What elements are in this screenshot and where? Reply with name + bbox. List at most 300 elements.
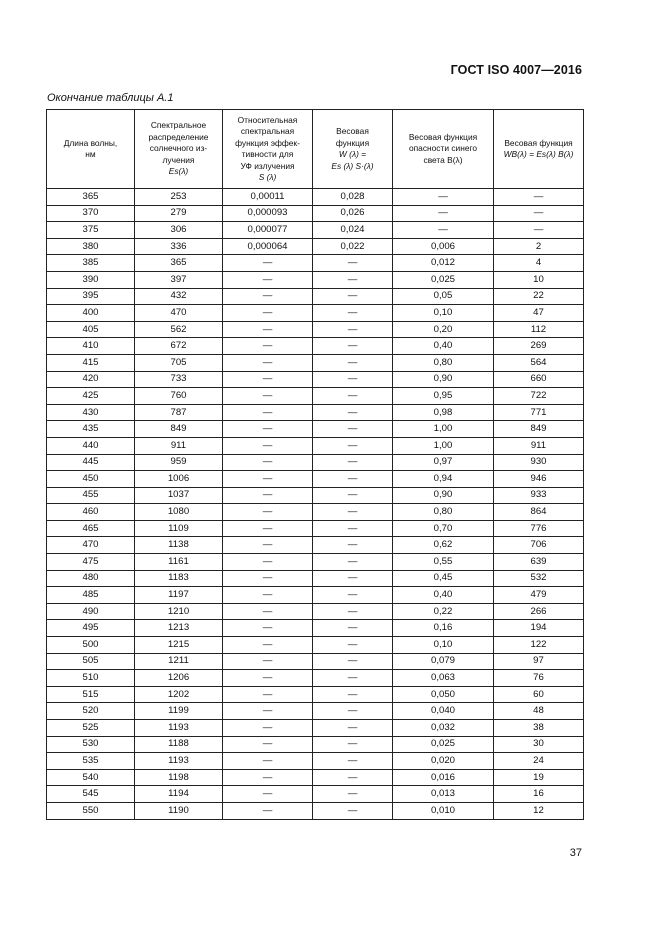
- table-header-row: [47, 110, 584, 189]
- table-cell: 495: [47, 620, 135, 637]
- table-cell: 1109: [135, 520, 223, 537]
- table-cell: —: [313, 769, 393, 786]
- table-row: [47, 802, 584, 819]
- table-cell: 1,00: [393, 421, 494, 438]
- table-cell: —: [223, 421, 313, 438]
- header-uv-efficiency: [223, 110, 313, 189]
- table-cell: 2: [494, 238, 584, 255]
- table-row: [47, 670, 584, 687]
- table-cell: —: [313, 786, 393, 803]
- table-cell: 0,80: [393, 504, 494, 521]
- table-cell: 0,10: [393, 305, 494, 322]
- table-row: [47, 653, 584, 670]
- table-cell: —: [223, 802, 313, 819]
- table-cell: 0,55: [393, 554, 494, 571]
- table-cell: 0,90: [393, 487, 494, 504]
- table-cell: 946: [494, 471, 584, 488]
- table-cell: 485: [47, 587, 135, 604]
- table-cell: 1215: [135, 637, 223, 654]
- table-cell: 1,00: [393, 437, 494, 454]
- table-cell: 510: [47, 670, 135, 687]
- header-line: УФ излучения: [240, 160, 295, 171]
- table-cell: 550: [47, 802, 135, 819]
- table-row: [47, 603, 584, 620]
- table-cell: 0,95: [393, 388, 494, 405]
- table-cell: 0,05: [393, 288, 494, 305]
- table-cell: 0,94: [393, 471, 494, 488]
- table-row: [47, 471, 584, 488]
- header-line: опасности синего: [408, 143, 478, 154]
- table-cell: —: [223, 388, 313, 405]
- header-line: функция: [335, 137, 370, 148]
- table-cell: 562: [135, 321, 223, 338]
- table-cell: 279: [135, 205, 223, 222]
- table-cell: 933: [494, 487, 584, 504]
- table-cell: 911: [135, 437, 223, 454]
- table-cell: —: [223, 338, 313, 355]
- table-cell: —: [393, 205, 494, 222]
- table-cell: 1202: [135, 686, 223, 703]
- table-cell: 0,62: [393, 537, 494, 554]
- table-cell: 450: [47, 471, 135, 488]
- table-cell: 0,40: [393, 587, 494, 604]
- table-cell: —: [313, 620, 393, 637]
- table-cell: 733: [135, 371, 223, 388]
- table-cell: 479: [494, 587, 584, 604]
- table-cell: 515: [47, 686, 135, 703]
- table-cell: 4: [494, 255, 584, 272]
- table-cell: —: [313, 670, 393, 687]
- table-cell: 1188: [135, 736, 223, 753]
- table-cell: 1193: [135, 753, 223, 770]
- table-cell: 47: [494, 305, 584, 322]
- table-cell: 0,028: [313, 189, 393, 206]
- table-cell: 370: [47, 205, 135, 222]
- table-cell: 1006: [135, 471, 223, 488]
- table-cell: 0,80: [393, 354, 494, 371]
- table-cell: 48: [494, 703, 584, 720]
- table-cell: 0,022: [313, 238, 393, 255]
- table-cell: —: [223, 587, 313, 604]
- table-cell: 0,079: [393, 653, 494, 670]
- header-line: Весовая: [336, 126, 369, 136]
- table-cell: —: [223, 554, 313, 571]
- table-cell: —: [223, 769, 313, 786]
- table-cell: 405: [47, 321, 135, 338]
- table-cell: —: [313, 454, 393, 471]
- header-line: лучения: [162, 154, 195, 165]
- table-row: [47, 520, 584, 537]
- table-cell: —: [223, 736, 313, 753]
- table-cell: 0,70: [393, 520, 494, 537]
- table-cell: 22: [494, 288, 584, 305]
- table-cell: 60: [494, 686, 584, 703]
- table-cell: 500: [47, 637, 135, 654]
- table-cell: 365: [47, 189, 135, 206]
- header-line: света B(λ): [423, 154, 463, 165]
- table-cell: —: [223, 686, 313, 703]
- table-cell: 425: [47, 388, 135, 405]
- table-cell: 0,025: [393, 736, 494, 753]
- table-cell: 0,16: [393, 620, 494, 637]
- table-cell: 455: [47, 487, 135, 504]
- table-cell: 532: [494, 570, 584, 587]
- table-cell: 112: [494, 321, 584, 338]
- table-row: [47, 769, 584, 786]
- table-cell: 266: [494, 603, 584, 620]
- table-cell: 253: [135, 189, 223, 206]
- table-row: [47, 537, 584, 554]
- table-cell: —: [313, 354, 393, 371]
- table-cell: 0,010: [393, 802, 494, 819]
- table-cell: 639: [494, 554, 584, 571]
- table-cell: 930: [494, 454, 584, 471]
- table-cell: 12: [494, 802, 584, 819]
- table-cell: 1213: [135, 620, 223, 637]
- table-row: [47, 587, 584, 604]
- table-cell: 0,016: [393, 769, 494, 786]
- table-cell: —: [223, 637, 313, 654]
- table-cell: —: [223, 620, 313, 637]
- table-cell: —: [313, 537, 393, 554]
- table-cell: —: [223, 753, 313, 770]
- header-line: распределение: [148, 131, 209, 142]
- header-line: Спектральное: [150, 120, 207, 131]
- table-cell: 415: [47, 354, 135, 371]
- header-line: спектральная: [240, 126, 295, 136]
- table-cell: —: [223, 255, 313, 272]
- table-cell: 706: [494, 537, 584, 554]
- table-cell: —: [313, 371, 393, 388]
- table-cell: 1080: [135, 504, 223, 521]
- table-cell: —: [313, 388, 393, 405]
- table-cell: 76: [494, 670, 584, 687]
- table-cell: —: [223, 321, 313, 338]
- header-weighting-w: [313, 110, 393, 189]
- table-cell: 420: [47, 371, 135, 388]
- table-cell: 0,024: [313, 222, 393, 239]
- table-cell: —: [313, 736, 393, 753]
- table-cell: 0,000093: [223, 205, 313, 222]
- table-cell: —: [223, 603, 313, 620]
- page-number: 37: [569, 847, 582, 859]
- table-cell: —: [223, 670, 313, 687]
- table-cell: —: [313, 686, 393, 703]
- table-cell: 480: [47, 570, 135, 587]
- table-cell: 435: [47, 421, 135, 438]
- table-cell: —: [313, 437, 393, 454]
- header-symbol: S (λ): [258, 172, 277, 182]
- table-row: [47, 686, 584, 703]
- table-cell: 771: [494, 404, 584, 421]
- table-row: [47, 338, 584, 355]
- table-cell: —: [223, 703, 313, 720]
- header-line: функция эффек-: [235, 137, 300, 148]
- table-cell: 0,026: [313, 205, 393, 222]
- table-cell: 0,98: [393, 404, 494, 421]
- table-cell: 365: [135, 255, 223, 272]
- table-cell: —: [313, 255, 393, 272]
- table-cell: 38: [494, 720, 584, 737]
- table-cell: 1194: [135, 786, 223, 803]
- table-row: [47, 786, 584, 803]
- table-cell: 0,97: [393, 454, 494, 471]
- table-cell: 0,00011: [223, 189, 313, 206]
- table-cell: 776: [494, 520, 584, 537]
- table-row: [47, 504, 584, 521]
- table-cell: 16: [494, 786, 584, 803]
- table-row: [47, 720, 584, 737]
- table-cell: 400: [47, 305, 135, 322]
- table-cell: —: [313, 504, 393, 521]
- table-cell: 535: [47, 753, 135, 770]
- table-cell: —: [494, 189, 584, 206]
- table-row: [47, 321, 584, 338]
- table-cell: 1193: [135, 720, 223, 737]
- table-cell: 0,013: [393, 786, 494, 803]
- table-cell: —: [223, 354, 313, 371]
- table-cell: —: [223, 720, 313, 737]
- table-row: [47, 454, 584, 471]
- table-row: [47, 271, 584, 288]
- table-cell: 0,032: [393, 720, 494, 737]
- table-cell: 545: [47, 786, 135, 803]
- table-cell: 0,10: [393, 637, 494, 654]
- table-cell: —: [223, 653, 313, 670]
- table-cell: —: [223, 437, 313, 454]
- table-cell: 1206: [135, 670, 223, 687]
- table-row: [47, 703, 584, 720]
- table-cell: 385: [47, 255, 135, 272]
- table-cell: —: [494, 205, 584, 222]
- table-row: [47, 637, 584, 654]
- table-cell: 410: [47, 338, 135, 355]
- header-line: нм: [85, 149, 96, 159]
- header-line: солнечного из-: [149, 143, 208, 154]
- table-cell: —: [313, 471, 393, 488]
- table-cell: 760: [135, 388, 223, 405]
- table-row: [47, 388, 584, 405]
- table-cell: 0,45: [393, 570, 494, 587]
- table-cell: 911: [494, 437, 584, 454]
- table-cell: 0,050: [393, 686, 494, 703]
- header-line: тивности для: [241, 149, 294, 159]
- table-row: [47, 354, 584, 371]
- table-cell: —: [223, 786, 313, 803]
- table-cell: 465: [47, 520, 135, 537]
- table-cell: —: [223, 271, 313, 288]
- header-line: Длина волны,: [63, 137, 118, 148]
- table-cell: 530: [47, 736, 135, 753]
- table-row: [47, 753, 584, 770]
- table-cell: 0,040: [393, 703, 494, 720]
- table-cell: 269: [494, 338, 584, 355]
- table-cell: —: [494, 222, 584, 239]
- table-cell: 1183: [135, 570, 223, 587]
- table-cell: 0,006: [393, 238, 494, 255]
- table-cell: 1138: [135, 537, 223, 554]
- table-cell: —: [313, 554, 393, 571]
- table-cell: 520: [47, 703, 135, 720]
- table-cell: 194: [494, 620, 584, 637]
- table-cell: 672: [135, 338, 223, 355]
- table-cell: 460: [47, 504, 135, 521]
- table-row: [47, 222, 584, 239]
- spectral-table: [46, 109, 584, 820]
- table-cell: —: [223, 404, 313, 421]
- table-cell: 705: [135, 354, 223, 371]
- table-cell: —: [223, 471, 313, 488]
- header-wavelength: [47, 110, 135, 189]
- table-cell: —: [223, 288, 313, 305]
- table-cell: 10: [494, 271, 584, 288]
- table-cell: 959: [135, 454, 223, 471]
- table-cell: —: [313, 321, 393, 338]
- table-cell: 336: [135, 238, 223, 255]
- table-cell: 470: [135, 305, 223, 322]
- table-cell: —: [313, 570, 393, 587]
- table-cell: —: [313, 587, 393, 604]
- table-cell: —: [313, 753, 393, 770]
- table-cell: —: [223, 305, 313, 322]
- table-cell: —: [393, 222, 494, 239]
- table-cell: —: [313, 802, 393, 819]
- header-line: Относительная: [237, 114, 298, 125]
- header-solar-spectral: [135, 110, 223, 189]
- table-cell: 0,90: [393, 371, 494, 388]
- table-cell: 19: [494, 769, 584, 786]
- table-cell: 97: [494, 653, 584, 670]
- table-cell: 0,020: [393, 753, 494, 770]
- table-row: [47, 736, 584, 753]
- table-cell: 540: [47, 769, 135, 786]
- table-cell: 306: [135, 222, 223, 239]
- table-caption: Окончание таблицы А.1: [47, 92, 174, 104]
- table-cell: —: [223, 371, 313, 388]
- table-row: [47, 404, 584, 421]
- table-row: [47, 570, 584, 587]
- table-row: [47, 421, 584, 438]
- table-cell: 0,012: [393, 255, 494, 272]
- table-cell: —: [313, 338, 393, 355]
- table-body: [47, 189, 584, 820]
- table-cell: 122: [494, 637, 584, 654]
- table-cell: —: [313, 305, 393, 322]
- table-cell: 390: [47, 271, 135, 288]
- header-symbol: WB(λ) = Es(λ) B(λ): [503, 149, 574, 159]
- table-cell: 849: [494, 421, 584, 438]
- table-cell: 0,000064: [223, 238, 313, 255]
- table-cell: —: [313, 720, 393, 737]
- table-cell: 380: [47, 238, 135, 255]
- table-row: [47, 205, 584, 222]
- table-row: [47, 238, 584, 255]
- table-cell: 1190: [135, 802, 223, 819]
- table-cell: —: [313, 421, 393, 438]
- table-cell: 30: [494, 736, 584, 753]
- table-cell: 475: [47, 554, 135, 571]
- table-cell: 445: [47, 454, 135, 471]
- header-symbol: Es(λ): [168, 166, 189, 177]
- table-row: [47, 305, 584, 322]
- table-cell: 0,40: [393, 338, 494, 355]
- table-cell: 660: [494, 371, 584, 388]
- table-cell: —: [313, 653, 393, 670]
- table-row: [47, 189, 584, 206]
- table-row: [47, 371, 584, 388]
- table-row: [47, 437, 584, 454]
- table-row: [47, 255, 584, 272]
- table-cell: 432: [135, 288, 223, 305]
- table-cell: 24: [494, 753, 584, 770]
- table-cell: 470: [47, 537, 135, 554]
- table-cell: —: [313, 520, 393, 537]
- table-cell: —: [223, 504, 313, 521]
- table-cell: —: [313, 404, 393, 421]
- table-cell: —: [313, 603, 393, 620]
- table-cell: 395: [47, 288, 135, 305]
- table-cell: —: [223, 487, 313, 504]
- table-cell: 1037: [135, 487, 223, 504]
- table-row: [47, 487, 584, 504]
- table-cell: 1197: [135, 587, 223, 604]
- document-code: ГОСТ ISO 4007—2016: [450, 63, 582, 77]
- table-cell: 490: [47, 603, 135, 620]
- table-cell: —: [313, 271, 393, 288]
- table-cell: —: [393, 189, 494, 206]
- header-line: Весовая функция: [408, 131, 478, 142]
- table-cell: 722: [494, 388, 584, 405]
- table-cell: 787: [135, 404, 223, 421]
- table-cell: 1198: [135, 769, 223, 786]
- table-cell: —: [313, 637, 393, 654]
- header-symbol: W (λ) =: [338, 149, 367, 159]
- table-cell: 1161: [135, 554, 223, 571]
- table-row: [47, 620, 584, 637]
- table-cell: 397: [135, 271, 223, 288]
- table-cell: —: [223, 520, 313, 537]
- table-cell: —: [313, 703, 393, 720]
- table-cell: 0,000077: [223, 222, 313, 239]
- table-cell: —: [223, 537, 313, 554]
- header-weighting-wb: [494, 110, 584, 189]
- table-cell: —: [313, 487, 393, 504]
- table-cell: 0,20: [393, 321, 494, 338]
- table-cell: 1199: [135, 703, 223, 720]
- table-cell: 849: [135, 421, 223, 438]
- header-blue-hazard: [393, 110, 494, 189]
- table-cell: 1211: [135, 653, 223, 670]
- table-cell: —: [313, 288, 393, 305]
- table-row: [47, 554, 584, 571]
- table-cell: 1210: [135, 603, 223, 620]
- table-cell: 864: [494, 504, 584, 521]
- header-symbol: Es (λ) S·(λ): [331, 160, 374, 171]
- table-cell: 505: [47, 653, 135, 670]
- table-cell: 564: [494, 354, 584, 371]
- table-row: [47, 288, 584, 305]
- table-cell: 0,063: [393, 670, 494, 687]
- table-cell: 0,22: [393, 603, 494, 620]
- header-line: Весовая функция: [504, 137, 573, 148]
- table-cell: 0,025: [393, 271, 494, 288]
- table-cell: 525: [47, 720, 135, 737]
- table-cell: 375: [47, 222, 135, 239]
- table-cell: —: [223, 570, 313, 587]
- table-cell: 430: [47, 404, 135, 421]
- table-cell: 440: [47, 437, 135, 454]
- table-cell: —: [223, 454, 313, 471]
